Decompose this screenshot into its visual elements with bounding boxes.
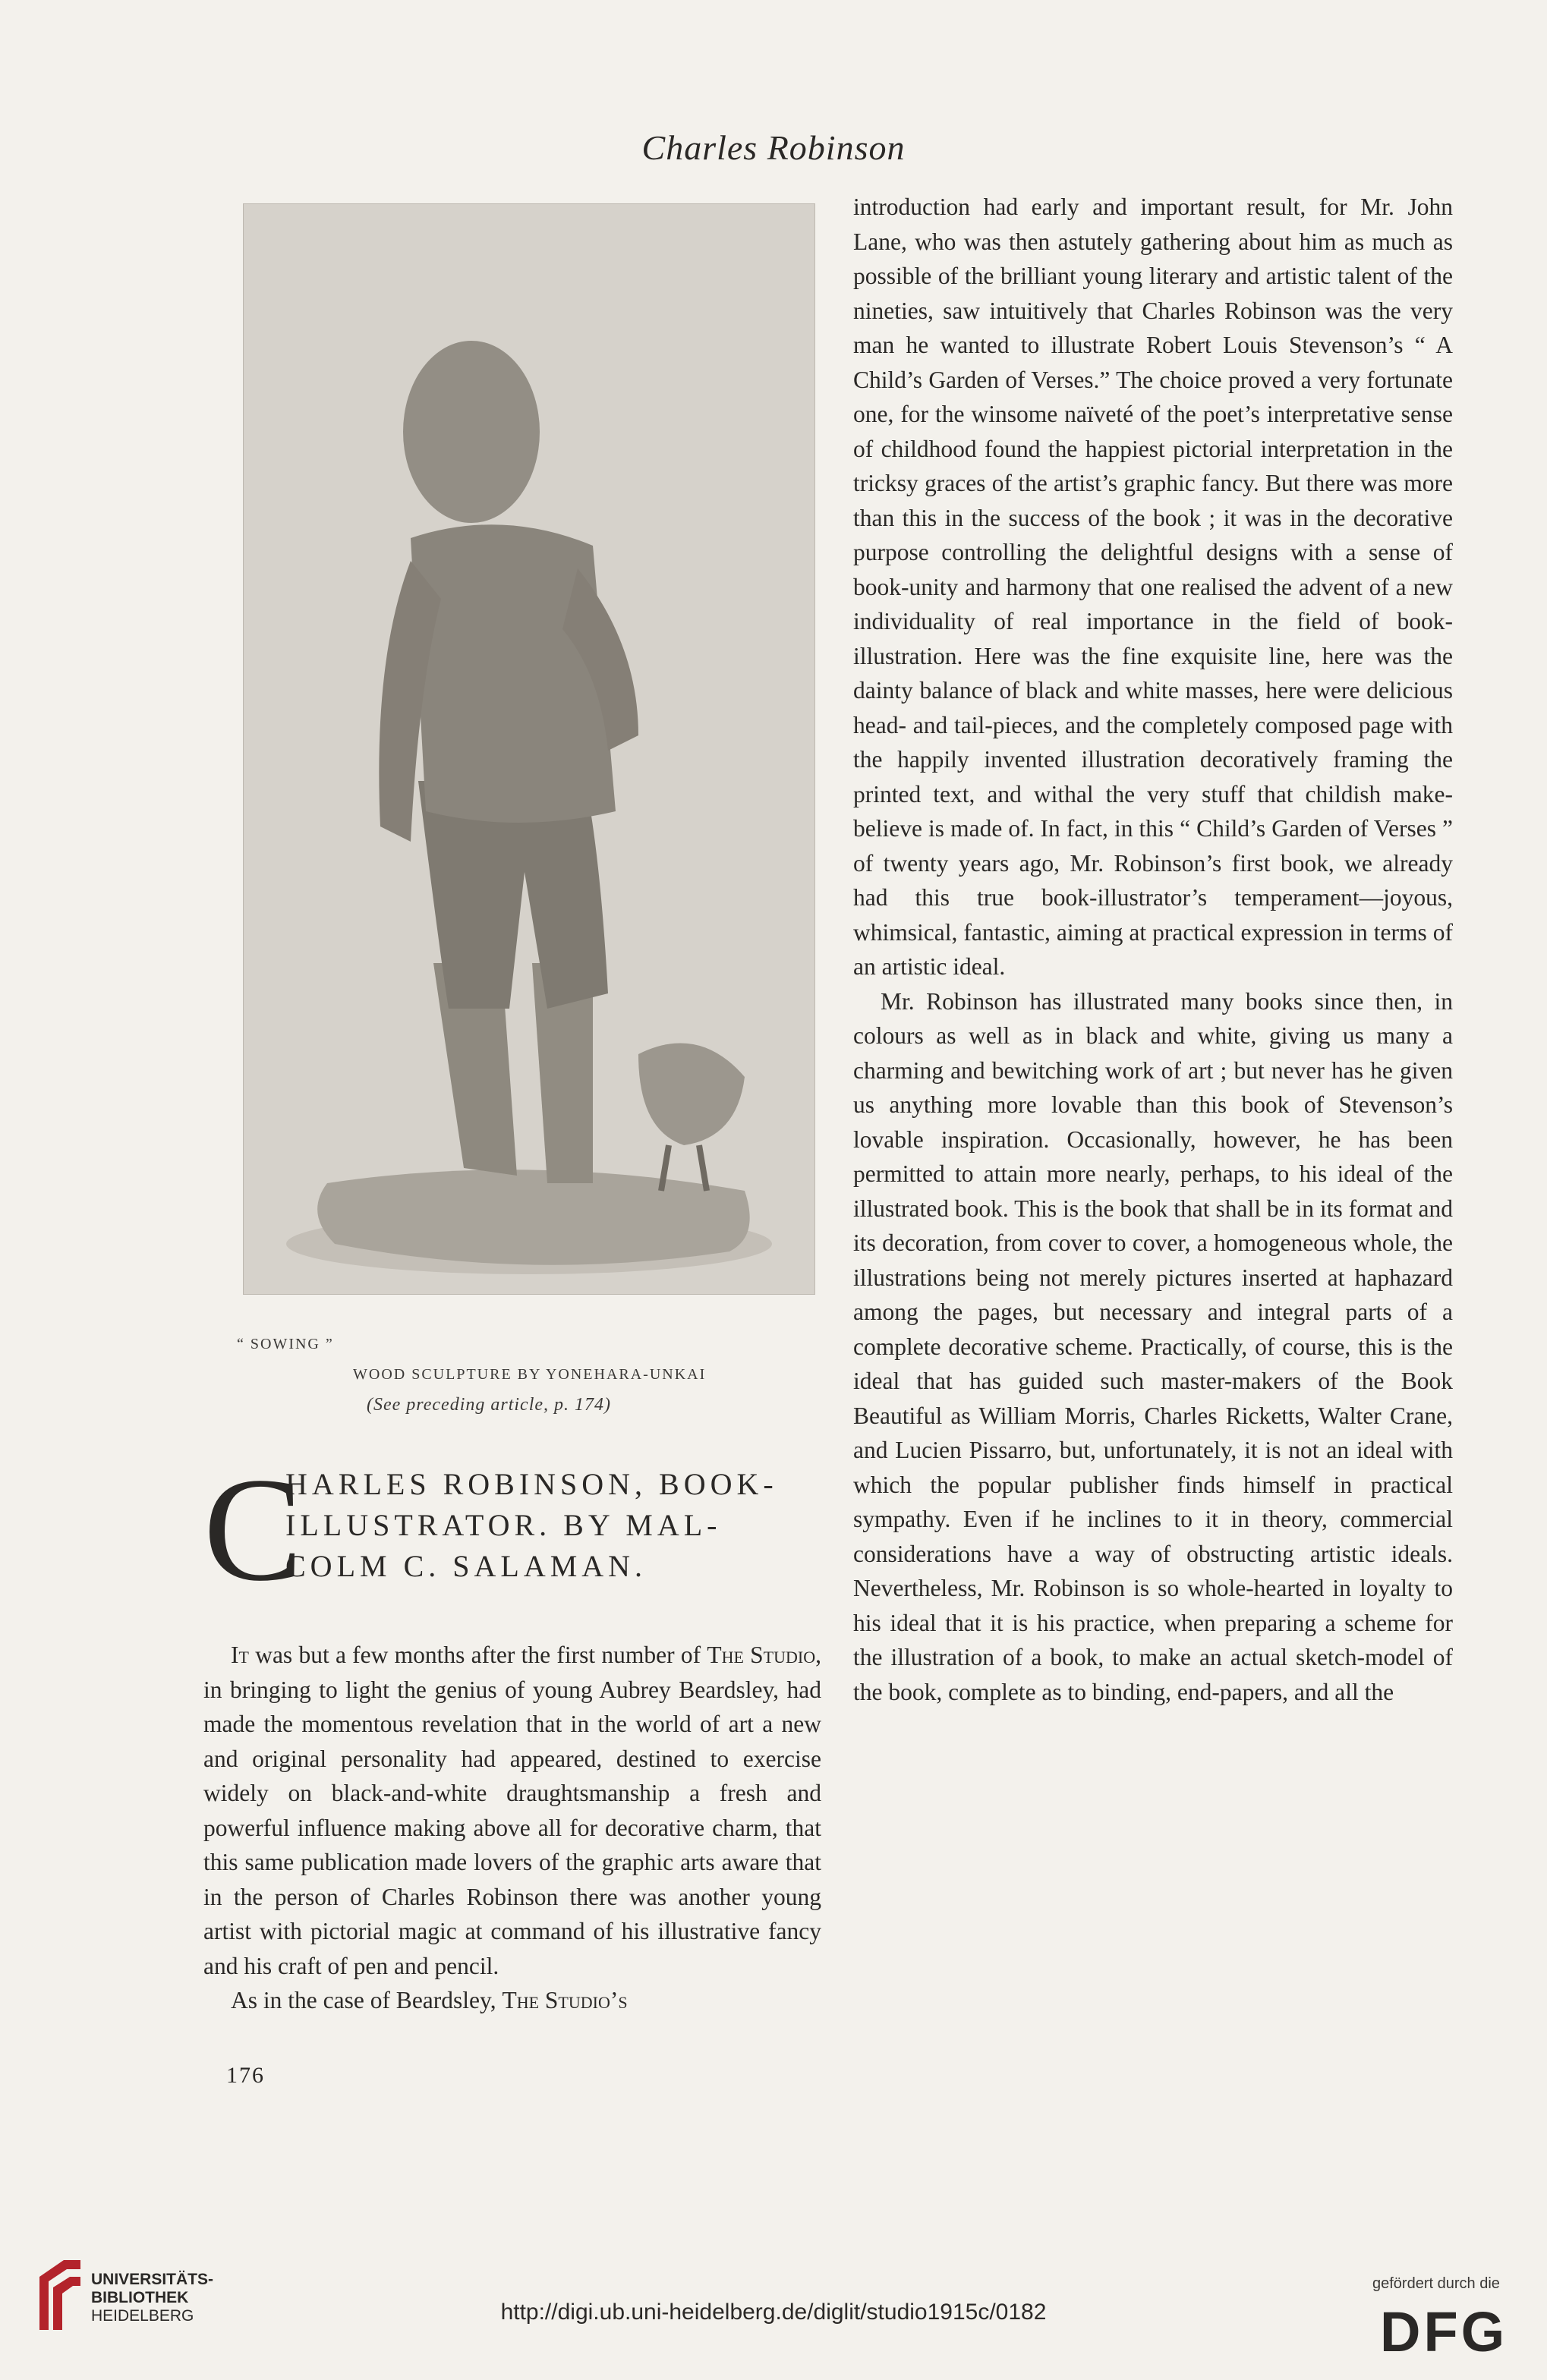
paragraph-lead: It [231,1642,249,1668]
heading-line-3: COLM C. SALAMAN. [285,1549,647,1583]
paragraph: introduction had early and important result, for Mr. John Lane, who was then astutely gathering about him as much as possible of the brilliant young literary and artistic talent of the nineties, saw intuitively that Charles Robinson was the very man he wanted to illustrate Robert Louis Stevenson’s “ A Child’s Garden of Verses.” The choice proved a very fortunate one, for the winsome naïveté of the poet’s interpretative sense of childhood found the happiest pictorial interpretation in the tricksy graces of the artist’s graphic fancy. But there was more than this in the success of the book ; it was in the decorative purpose controlling the delightful designs with a sense of book-unity and harmony that one realised the advent of a new individuality of real importance in the field of book-illustration. Here was the fine exquisite line, here was the dainty balance of black and white masses, here were delicious head- and tail-pieces, and the completely composed page with the happily invented illustration decoratively framing the printed text, and withal the very stuff that childish make-believe is made of. In fact, in this “ Child’s Garden of Verses ” of twenty years ago, Mr. Robinson’s first book, we already had this true book-illustrator’s temperament—joyous, whimsical, fantastic, aiming at practical expression in terms of an artistic ideal. [853,194,1453,980]
library-name-line: UNIVERSITÄTS- [91,2271,214,2288]
paragraph-text: , in bringing to light the genius of young Aubrey Beardsley, had made the momentous revelation that in the world of art a new and original personality had appeared, destined to exercise widely on black-and-white draughtsmanship a fresh and powerful influence making above all for decorative charm, that this same publication made lovers of the graphic arts aware that in the person of Charles Robinson there was another young artist with pictorial magic at command of his illustrative fancy and his craft of pen and pencil. [203,1642,821,1979]
paragraph-text: As in the case of Beardsley, [231,1987,503,2013]
magazine-name: The Studio [707,1642,816,1668]
left-column [203,1638,821,2018]
magazine-name: The Studio’s [502,1987,628,2013]
page-number: 176 [226,2063,265,2088]
plate-caption-title: “ SOWING ” [237,1336,334,1352]
paragraph [203,1983,821,2018]
plate-caption-credit: WOOD SCULPTURE BY YONEHARA-UNKAI [353,1366,707,1383]
funding-note: gefördert durch die [1372,2275,1500,2292]
sculpture-figure [244,204,814,1294]
paragraph: Mr. Robinson has illustrated many books since then, in colours as well as in black and white, giving us many a charming and bewitching work of art ; but never has he given us anything more lovable than this book of Stevenson’s lovable inspiration. Occasionally, however, he has been permitted to attain more nearly, perhaps, to his ideal of the illustrated book. This is the book that shall be in its format and its decoration, from cover to cover, a homogeneous whole, the illustrations being not merely pictures inserted at haphazard among the pages, but necessary and integral parts of a complete decorative scheme. Practically, of course, this is the ideal that has guided such master-makers of the Book Beautiful as William Morris, Charles Ricketts, Walter Crane, and Lucien Pissarro, but, unfortunately, it is not an ideal with which the popular publisher finds himself in practical sympathy. Even if he inclines to it in theory, commercial considerations have a way of obstructing artistic ideals. Nevertheless, Mr. Robinson is so whole-hearted in loyalty to his ideal that it is his practice, when preparing a scheme for the illustration of a book, to make an actual sketch-model of the book, complete as to binding, end-papers, and all the [853,987,1453,1705]
dfg-logo: DFG [1380,2300,1508,2363]
source-url-link[interactable]: http://digi.ub.uni-heidelberg.de/diglit/studio1915c/0182 [500,2300,1047,2325]
paragraph-text: was but a few months after the first number of [248,1642,707,1668]
sculpture-photograph [243,203,815,1295]
article-heading [203,1447,826,1612]
library-name-line: BIBLIOTHEK [91,2289,189,2306]
heading-line-1: HARLES ROBINSON, BOOK- [285,1467,778,1501]
running-head: Charles Robinson [641,128,906,167]
heading-line-2: ILLUSTRATOR. BY MAL- [285,1508,722,1542]
drop-cap: C [203,1447,303,1612]
library-name-line: HEIDELBERG [91,2307,194,2325]
plate-caption-reference: (See preceding article, p. 174) [367,1395,612,1415]
right-column [853,190,1453,1709]
paragraph [203,1638,821,1983]
